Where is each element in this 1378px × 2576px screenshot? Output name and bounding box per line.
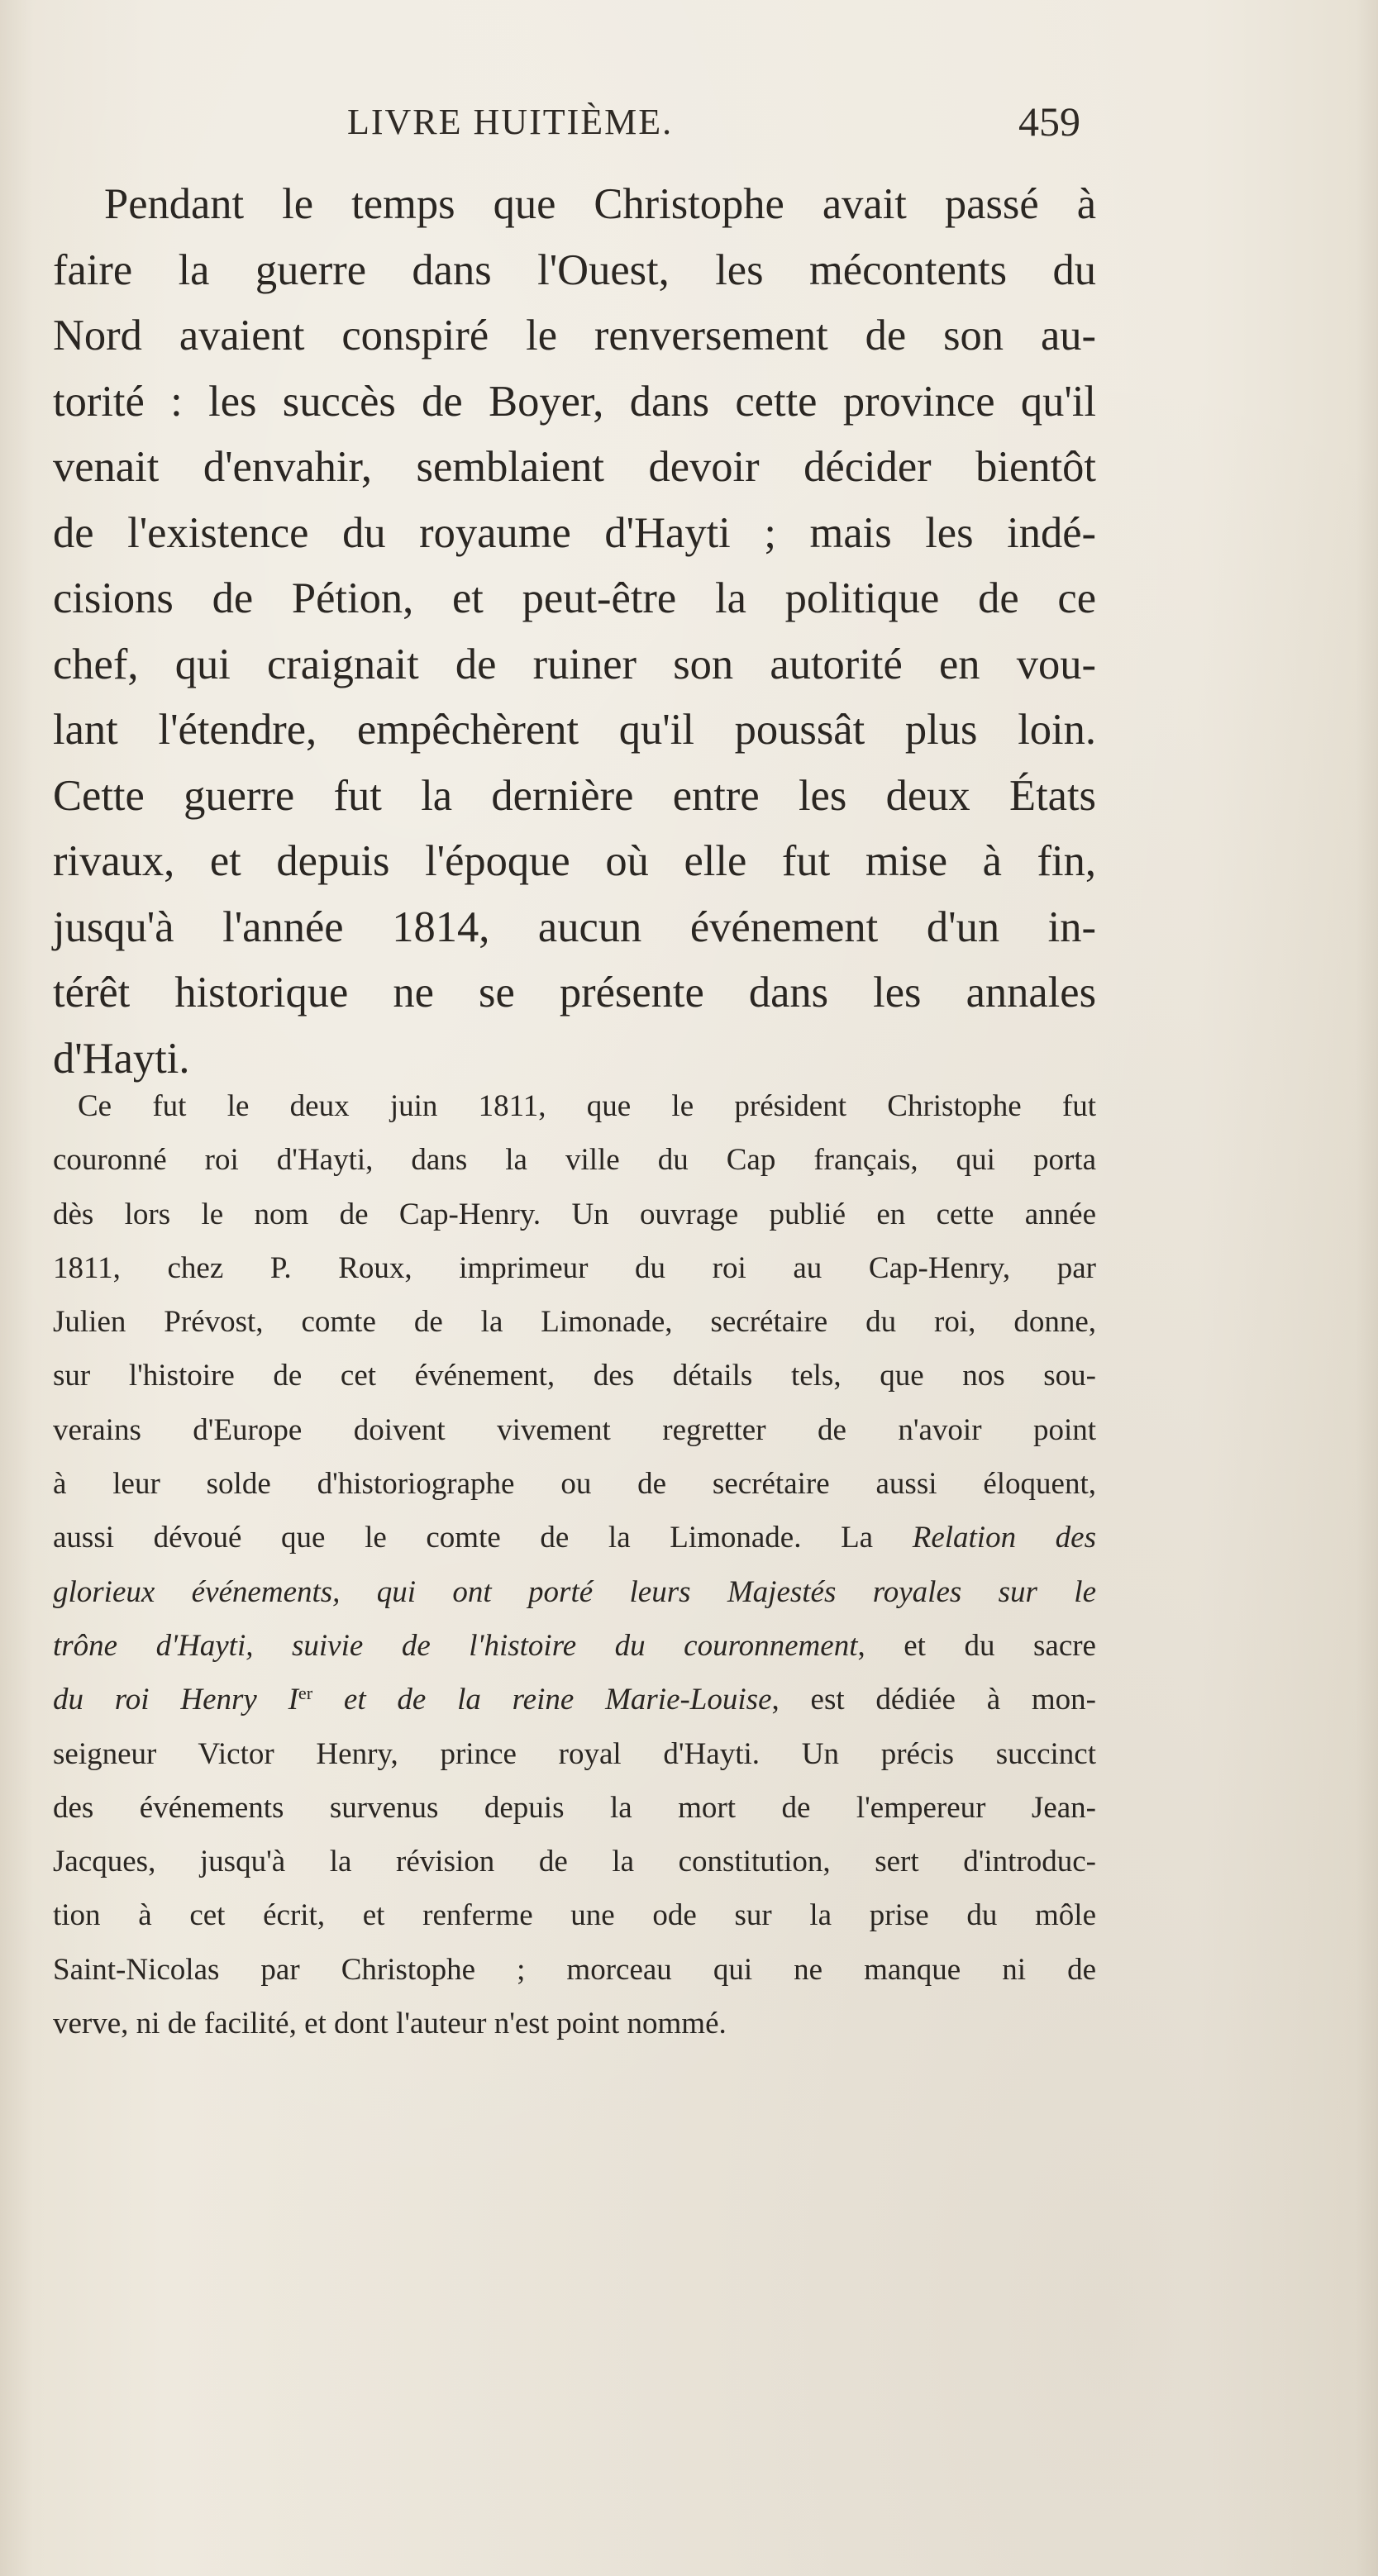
text-line: Nord avaient conspiré le renversement de son au-	[53, 312, 1096, 359]
note-line: seigneur Victor Henry, prince royal d'Hayti. Un précis succinct	[53, 1736, 1096, 1771]
book-title-italic: Relation des	[912, 1521, 1097, 1555]
note-line: verve, ni de facilité, et dont l'auteur n'est point nommé.	[53, 2007, 727, 2041]
note-paragraph	[53, 1079, 1096, 2050]
book-title-italic: trône d'Hayti, suivie de l'histoire du couronnement	[53, 1628, 858, 1663]
note-line: des événements survenus depuis la mort de l'empereur Jean-	[53, 1790, 1096, 1825]
note-text-segment: aussi dévoué que le comte de la Limonade. La	[53, 1521, 913, 1555]
note-line: verains d'Europe doivent vivement regretter de n'avoir point	[53, 1412, 1096, 1447]
text-line: Pendant le temps que Christophe avait passé à	[104, 180, 1096, 228]
page-header	[0, 89, 1378, 155]
ordinal-superscript: er	[298, 1683, 313, 1704]
text-line: venait d'envahir, semblaient devoir décider bientôt	[53, 443, 1096, 491]
note-line: 1811, chez P. Roux, imprimeur du roi au Cap-Henry, par	[53, 1250, 1096, 1285]
note-line: Ce fut le deux juin 1811, que le président Christophe fut	[78, 1089, 1096, 1123]
text-line: d'Hayti.	[53, 1034, 190, 1083]
main-paragraph	[53, 172, 1096, 1092]
note-line: dès lors le nom de Cap-Henry. Un ouvrage publié en cette année	[53, 1197, 1096, 1231]
text-line: térêt historique ne se présente dans les annales	[53, 969, 1096, 1017]
book-title-italic: glorieux événements, qui ont porté leurs Majestés royales sur le	[53, 1574, 1096, 1609]
note-line	[53, 1565, 1096, 1619]
note-line: à leur solde d'historiographe ou de secrétaire aussi éloquent,	[53, 1467, 1096, 1502]
text-line: de l'existence du royaume d'Hayti ; mais les indé-	[53, 508, 1096, 557]
note-line: Julien Prévost, comte de la Limonade, secrétaire du roi, donne,	[53, 1305, 1096, 1340]
note-line: couronné roi d'Hayti, dans la ville du Cap français, qui porta	[53, 1143, 1096, 1178]
text-line: jusqu'à l'année 1814, aucun événement d'un in-	[53, 902, 1096, 951]
note-line: Jacques, jusqu'à la révision de la constitution, sert d'introduc-	[53, 1845, 1096, 1879]
note-line	[53, 1619, 1096, 1673]
note-line: tion à cet écrit, et renferme une ode sur la prise du môle	[53, 1898, 1096, 1933]
book-title-italic: et de la reine Marie-Louise	[312, 1683, 772, 1717]
text-line: cisions de Pétion, et peut-être la politique de ce	[53, 574, 1096, 622]
text-line: faire la guerre dans l'Ouest, les mécontents du	[53, 245, 1096, 294]
note-line: sur l'histoire de cet événement, des détails tels, que nos sou-	[53, 1359, 1096, 1393]
text-line: Cette guerre fut la dernière entre les deux États	[53, 771, 1096, 820]
note-text-segment: , et du sacre	[857, 1628, 1096, 1663]
text-line: lant l'étendre, empêchèrent qu'il poussât plus loin.	[53, 706, 1096, 754]
note-line: Saint-Nicolas par Christophe ; morceau qui ne manque ni de	[53, 1952, 1096, 1987]
page-number: 459	[1018, 98, 1080, 145]
book-title-italic: du roi Henry I	[53, 1683, 298, 1717]
running-title: LIVRE HUITIÈME.	[347, 102, 674, 142]
text-line: chef, qui craignait de ruiner son autorité en vou-	[53, 640, 1096, 688]
note-line	[53, 1673, 1096, 1726]
text-line: torité : les succès de Boyer, dans cette province qu'il	[53, 377, 1096, 426]
note-line	[53, 1511, 1096, 1564]
text-line: rivaux, et depuis l'époque où elle fut mise à fin,	[53, 837, 1096, 885]
note-text-segment: , est dédiée à mon-	[771, 1683, 1097, 1717]
